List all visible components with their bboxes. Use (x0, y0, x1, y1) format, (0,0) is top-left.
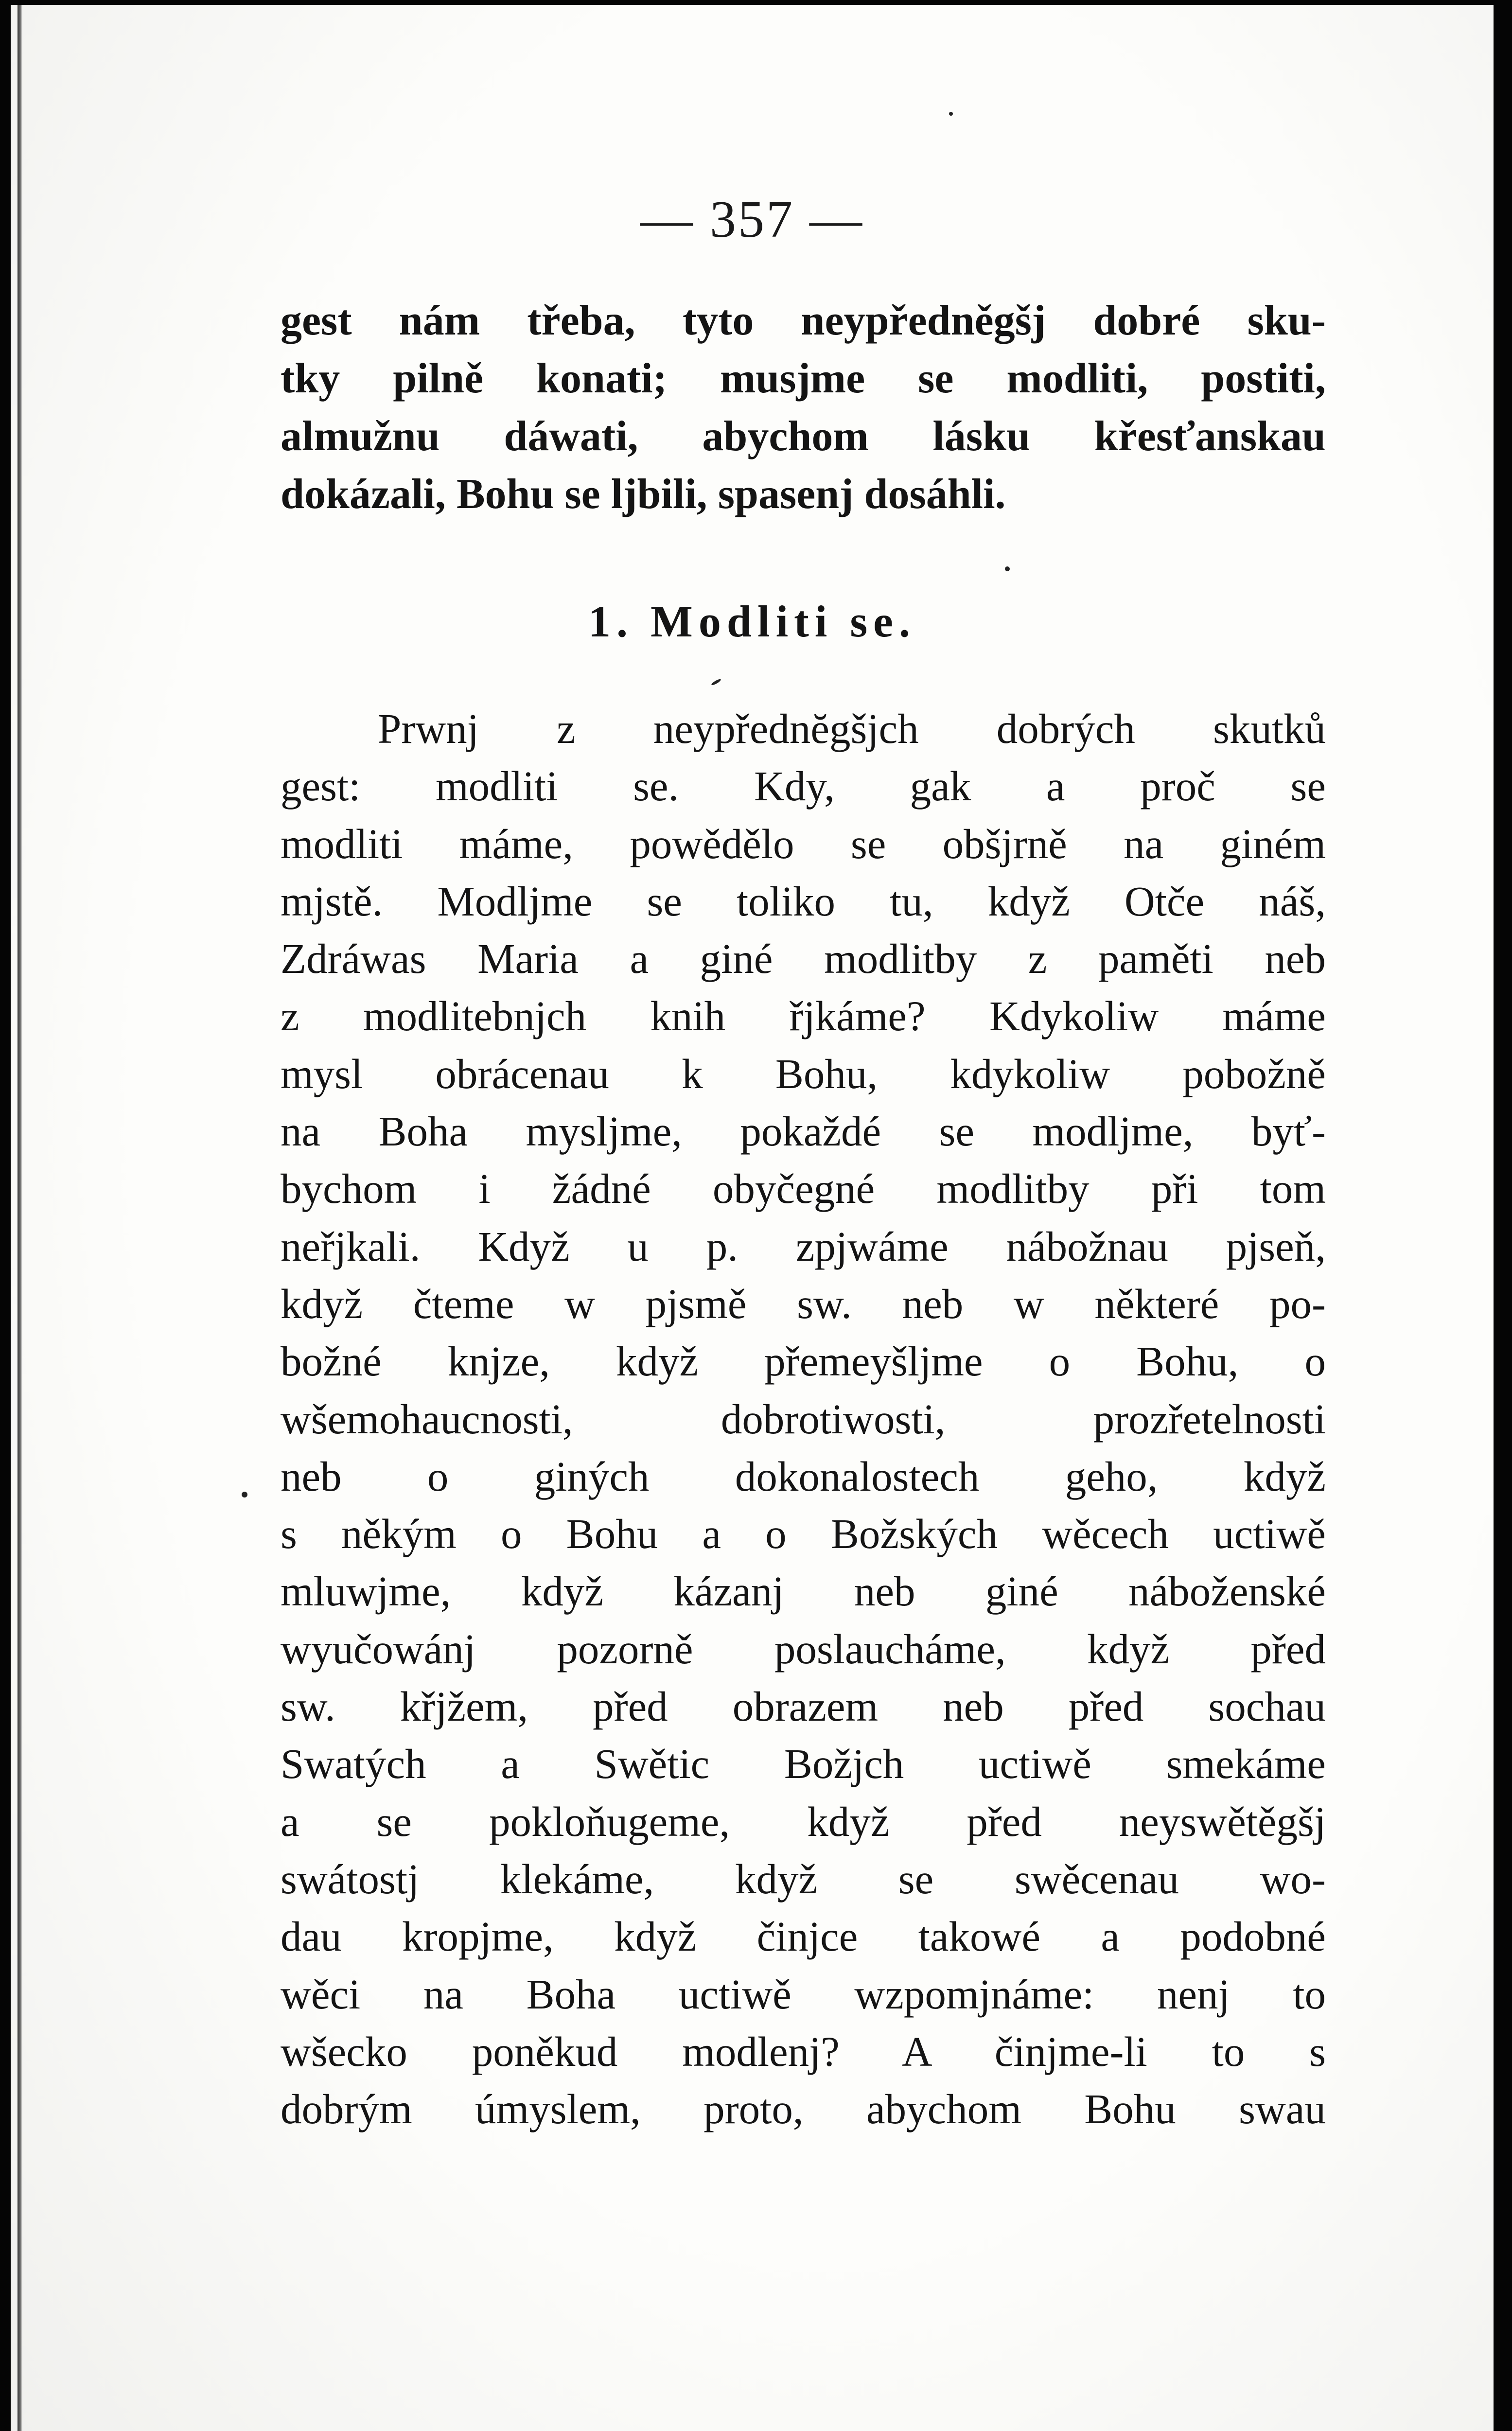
text-line: sw. křjžem, před obrazem neb před sochau (281, 1683, 1326, 1730)
text-line: swátostj klekáme, když se swěcenau wo- (281, 1855, 1326, 1903)
text-line: modliti máme, powědělo se obšjrně na giném (281, 820, 1326, 867)
text-line: gest: modliti se. Kdy, gak a proč se (281, 762, 1326, 810)
text-line: wyučowánj pozorně poslaucháme, když před (281, 1625, 1326, 1673)
text-line: dokázali, Bohu se ljbili, spasenj dosáhli. (281, 471, 1006, 518)
text-line: almužnu dáwati, abychom lásku křesťanskau (281, 413, 1326, 460)
scan-speck (949, 112, 953, 116)
page-gutter-edge (18, 5, 22, 2431)
text-line: Zdráwas Maria a giné modlitby z paměti neb (281, 935, 1326, 983)
scan-speck (711, 678, 721, 686)
paragraph-continued (281, 292, 1326, 523)
section-heading: 1. Modliti se. (588, 597, 916, 646)
text-line: mysl obrácenau k Bohu, kdykoliw pobožně (281, 1050, 1326, 1097)
text-line: bychom i žádné obyčegné modlitby při tom (281, 1165, 1326, 1213)
text-line: mluwjme, když kázanj neb giné náboženské (281, 1568, 1326, 1615)
text-line: na Boha myslјme, pokaždé se modljme, byť- (281, 1108, 1326, 1155)
text-line: tky pilně konati; musjme se modliti, postiti, (281, 355, 1326, 402)
text-line: když čteme w pjsmě sw. neb w některé po- (281, 1280, 1326, 1327)
text-line: s někým o Bohu a o Božských wěcech uctiwě (281, 1510, 1326, 1558)
scan-speck (242, 1492, 247, 1497)
text-line: dobrým úmyslem, proto, abychom Bohu swau (281, 2085, 1326, 2133)
text-line: wšecko poněkud modlenj? A činjme-li to s (281, 2027, 1326, 2075)
book-page (11, 5, 1494, 2431)
text-line: neb o giných dokonalostech geho, když (281, 1452, 1326, 1500)
page-number: — 357 — (640, 191, 864, 248)
text-line: mjstě. Modljme se toliko tu, když Otče náš, (281, 877, 1326, 925)
text-line: božné knjze, když přemeyšljme o Bohu, o (281, 1338, 1326, 1385)
scan-speck (1005, 566, 1010, 571)
text-line: Prwnj z neypřednĕgšjch dobrých skutků (378, 705, 1326, 752)
text-line: Swatých a Swětic Božjch uctiwě smekáme (281, 1740, 1326, 1788)
text-line: dau kropjme, když činjce takowé a podobné (281, 1913, 1326, 1960)
text-line: wěci na Boha uctiwě wzpomjnáme: nenj to (281, 1970, 1326, 2018)
paragraph-body (281, 700, 1326, 2138)
text-line: wšemohaucnosti, dobrotiwosti, prozřetelnosti (281, 1395, 1326, 1443)
text-line: gest nám třeba, tyto neypředněgšj dobré sku- (281, 297, 1326, 344)
text-line: z modlitebnjch knih řjkáme? Kdykoliw máme (281, 992, 1326, 1040)
text-line: neřjkali. Když u p. zpjwáme nábožnau pjseň, (281, 1222, 1326, 1270)
text-line: a se pokloňugeme, když před neyswětěgšj (281, 1797, 1326, 1845)
